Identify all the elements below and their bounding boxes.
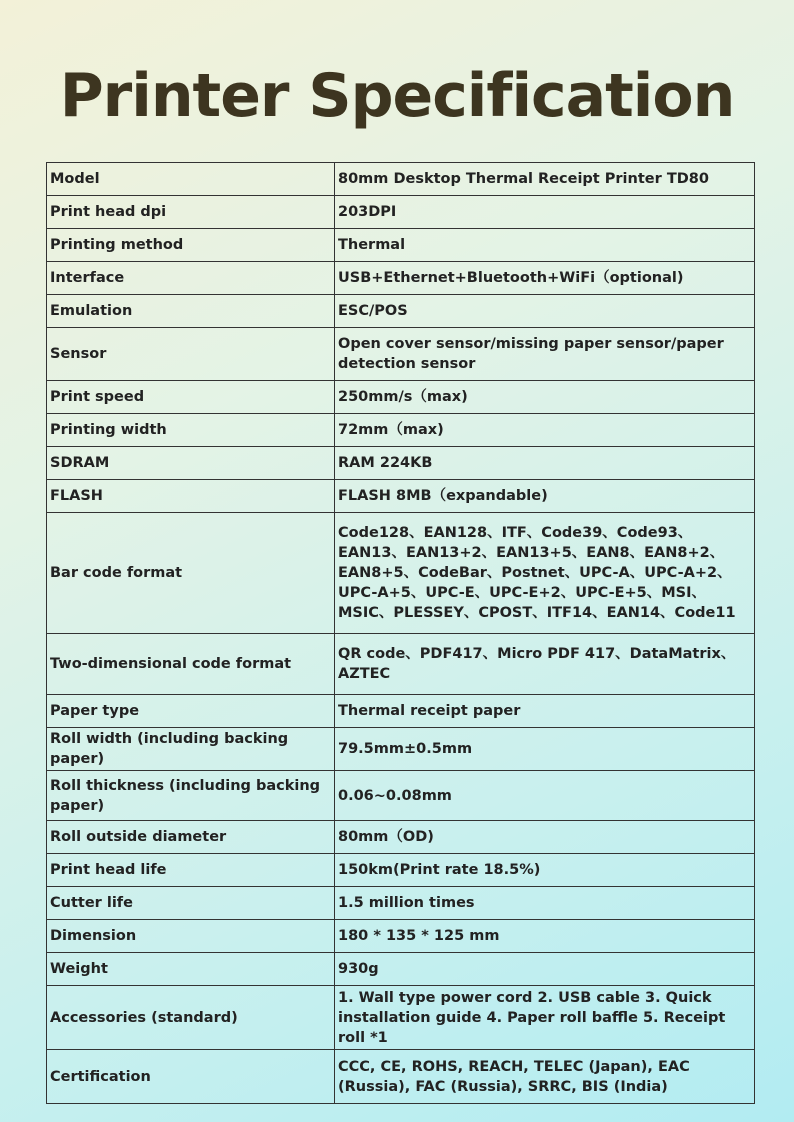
page-title: Printer Specification xyxy=(59,61,735,131)
spec-value: 0.06~0.08mm xyxy=(335,771,755,821)
spec-value: 203DPI xyxy=(335,196,755,229)
spec-label: Accessories (standard) xyxy=(47,986,335,1050)
spec-label: Printing width xyxy=(47,414,335,447)
spec-value: 72mm（max) xyxy=(335,414,755,447)
spec-value: CCC, CE, ROHS, REACH, TELEC (Japan), EAC (Russia), FAC (Russia), SRRC, BIS (India) xyxy=(335,1050,755,1104)
table-row xyxy=(47,229,755,262)
spec-value: USB+Ethernet+Bluetooth+WiFi（optional) xyxy=(335,262,755,295)
table-row xyxy=(47,262,755,295)
table-row xyxy=(47,986,755,1050)
table-row xyxy=(47,695,755,728)
spec-label: SDRAM xyxy=(47,447,335,480)
spec-label: Sensor xyxy=(47,328,335,381)
spec-value: QR code、PDF417、Micro PDF 417、DataMatrix、AZTEC xyxy=(335,634,755,695)
table-row xyxy=(47,196,755,229)
spec-table xyxy=(46,162,755,1104)
table-row xyxy=(47,634,755,695)
spec-value: 80mm Desktop Thermal Receipt Printer TD80 xyxy=(335,163,755,196)
table-row xyxy=(47,163,755,196)
spec-label: Roll width (including backing paper) xyxy=(47,728,335,771)
spec-label: Print head life xyxy=(47,854,335,887)
table-row xyxy=(47,1050,755,1104)
spec-label: Print head dpi xyxy=(47,196,335,229)
table-row xyxy=(47,821,755,854)
spec-label: Interface xyxy=(47,262,335,295)
table-row xyxy=(47,771,755,821)
spec-label: Two-dimensional code format xyxy=(47,634,335,695)
table-row xyxy=(47,728,755,771)
spec-value: 1.5 million times xyxy=(335,887,755,920)
spec-value: Code128、EAN128、ITF、Code39、Code93、EAN13、EAN13+2、EAN13+5、EAN8、EAN8+2、EAN8+5、CodeBar、Postnet、UPC-A、UPC-A+2、UPC-A+5、UPC-E、UPC-E+2、UPC-E+5、MSI、MSIC、PLESSEY、CPOST、ITF14、EAN14、Code11 xyxy=(335,513,755,634)
spec-value: Thermal xyxy=(335,229,755,262)
table-row xyxy=(47,480,755,513)
spec-value: RAM 224KB xyxy=(335,447,755,480)
spec-value: 180 * 135 * 125 mm xyxy=(335,920,755,953)
spec-value: 150km(Print rate 18.5%) xyxy=(335,854,755,887)
table-row xyxy=(47,447,755,480)
spec-value: 1. Wall type power cord 2. USB cable 3. Quick installation guide 4. Paper roll baffle 5. Receipt roll *1 xyxy=(335,986,755,1050)
table-row xyxy=(47,920,755,953)
spec-label: Model xyxy=(47,163,335,196)
spec-label: Cutter life xyxy=(47,887,335,920)
spec-value: ESC/POS xyxy=(335,295,755,328)
spec-label: Printing method xyxy=(47,229,335,262)
spec-label: Dimension xyxy=(47,920,335,953)
spec-label: FLASH xyxy=(47,480,335,513)
spec-label: Weight xyxy=(47,953,335,986)
table-row xyxy=(47,513,755,634)
spec-label: Emulation xyxy=(47,295,335,328)
spec-label: Paper type xyxy=(47,695,335,728)
spec-label: Print speed xyxy=(47,381,335,414)
table-row xyxy=(47,887,755,920)
table-row xyxy=(47,295,755,328)
spec-label: Bar code format xyxy=(47,513,335,634)
table-row xyxy=(47,854,755,887)
spec-label: Certification xyxy=(47,1050,335,1104)
table-row xyxy=(47,414,755,447)
spec-value: Open cover sensor/missing paper sensor/paper detection sensor xyxy=(335,328,755,381)
spec-value: FLASH 8MB（expandable) xyxy=(335,480,755,513)
table-row xyxy=(47,381,755,414)
spec-label: Roll outside diameter xyxy=(47,821,335,854)
spec-value: 250mm/s（max) xyxy=(335,381,755,414)
table-row xyxy=(47,953,755,986)
spec-label: Roll thickness (including backing paper) xyxy=(47,771,335,821)
spec-value: 930g xyxy=(335,953,755,986)
table-row xyxy=(47,328,755,381)
spec-value: 79.5mm±0.5mm xyxy=(335,728,755,771)
spec-value: 80mm（OD) xyxy=(335,821,755,854)
spec-value: Thermal receipt paper xyxy=(335,695,755,728)
